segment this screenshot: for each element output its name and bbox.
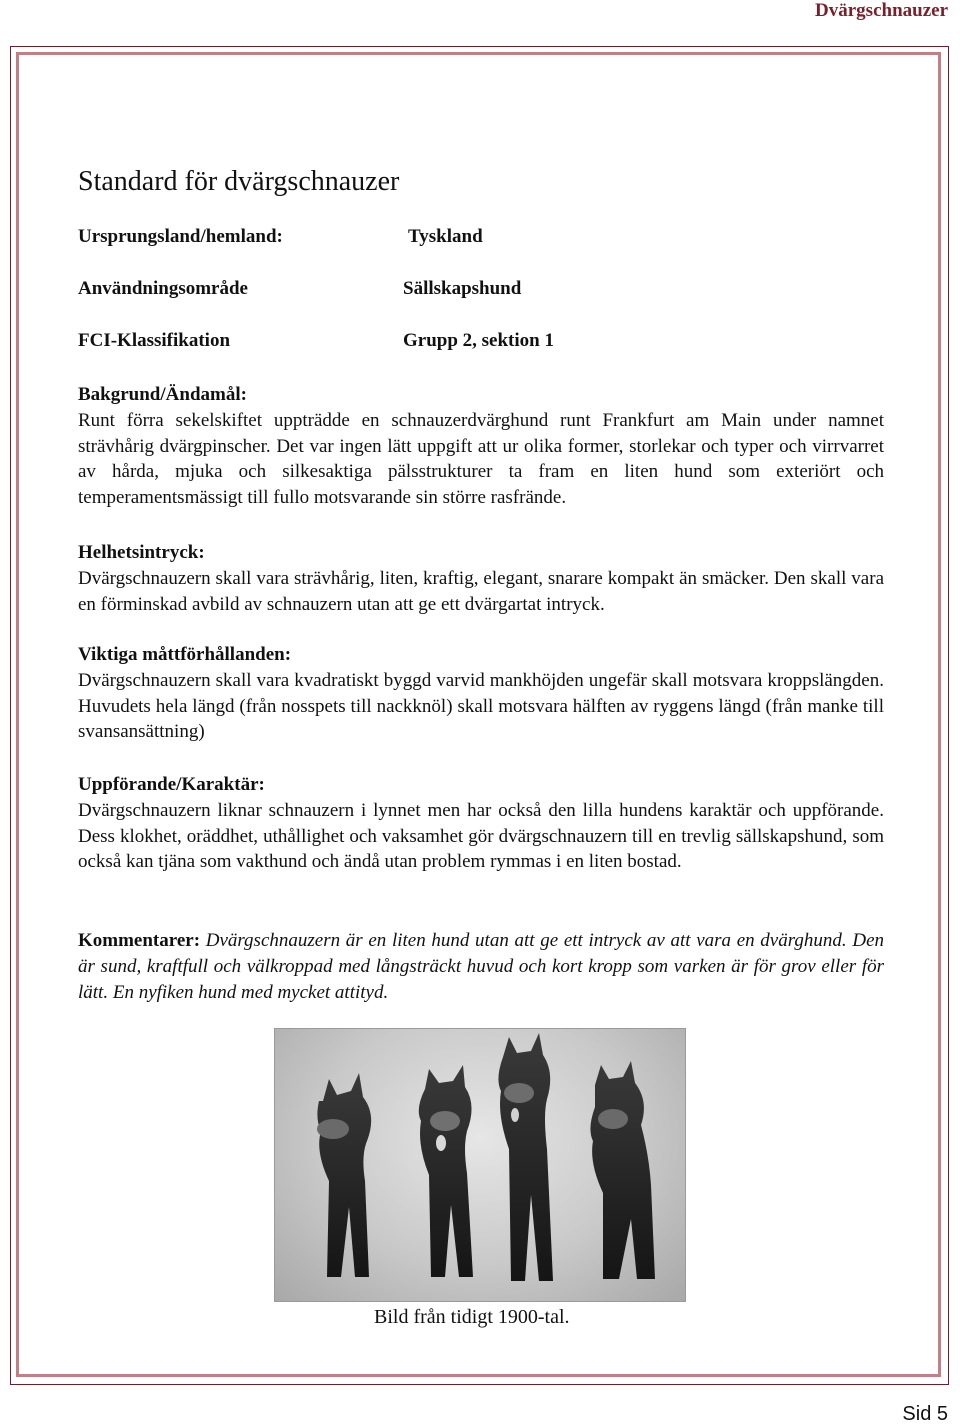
section-body: Runt förra sekelskiftet uppträdde en schnauzerdvärghund runt Frankfurt am Main under namnet strävhårig dvärgpinscher. Det var ingen lätt uppgift att ur olika former, storlekar och typer och virrvarret av hårda, mjuka och silkesaktiga pälsstrukturer ta fram en liten hund som exteriört och temperamentsmässigt till fullo motsvarande sin större rasfrände. — [78, 409, 884, 509]
section-heading: Bakgrund/Ändamål: — [78, 384, 247, 405]
historical-dog-photo — [274, 1028, 686, 1302]
section-heading: Helhetsintryck: — [78, 542, 205, 563]
fact-value: Grupp 2, sektion 1 — [403, 330, 554, 351]
fact-label: FCI-Klassifikation — [78, 330, 231, 351]
photo-caption: Bild från tidigt 1900-tal. — [374, 1306, 570, 1328]
dog-silhouette — [498, 1033, 553, 1281]
comment-label: Kommentarer: — [78, 930, 201, 951]
section-proportions — [78, 642, 884, 745]
dog-silhouette — [317, 1073, 371, 1277]
section-body: Dvärgschnauzern skall vara strävhårig, liten, kraftig, elegant, snarare kompakt än smäcker. Den skall vara en förminskad avbild av schnauzern utan att ge ett dvärgartat intryck. — [78, 567, 884, 615]
page-number: Sid 5 — [902, 1403, 948, 1425]
fact-label: Användningsområde — [78, 278, 248, 299]
dog-silhouette — [590, 1061, 655, 1279]
dogs-illustration — [275, 1029, 685, 1301]
fact-label: Ursprungsland/hemland: — [78, 226, 283, 247]
page-title: Standard för dvärgschnauzer — [78, 166, 400, 197]
running-header: Dvärgschnauzer — [815, 0, 948, 21]
section-body: Dvärgschnauzern liknar schnauzern i lynnet men har också den lilla hundens karaktär och uppförande. Dess klokhet, oräddhet, uthållighet och vaksamhet gör dvärgschnauzern till en trevlig sällskapshund, som också kan tjäna som vakthund och ändå utan problem rymmas i en liten bostad. — [78, 799, 884, 873]
fact-value: Sällskapshund — [403, 278, 522, 299]
section-background — [78, 382, 884, 511]
section-heading: Uppförande/Karaktär: — [78, 774, 265, 795]
dog-silhouette — [419, 1065, 473, 1277]
section-heading: Viktiga måttförhållanden: — [78, 644, 292, 665]
section-body: Dvärgschnauzern skall vara kvadratiskt byggd varvid mankhöjden ungefär skall motsvara kroppslängden. Huvudets hela längd (från nosspets till nackknöl) skall motsvara hälften av ryggens längd (från manke till svansansättning) — [78, 669, 884, 743]
comment-text: Dvärgschnauzern är en liten hund utan att ge ett intryck av att vara en dvärghund. Den är sund, kraftfull och välkroppad med långsträckt huvud och kort kropp som varken är för grov eller för lätt. En nyfiken hund med mycket attityd. — [78, 930, 885, 1003]
fact-value: Tyskland — [408, 226, 483, 247]
comment-paragraph — [78, 928, 884, 1006]
section-impression — [78, 540, 884, 617]
section-character — [78, 772, 884, 875]
